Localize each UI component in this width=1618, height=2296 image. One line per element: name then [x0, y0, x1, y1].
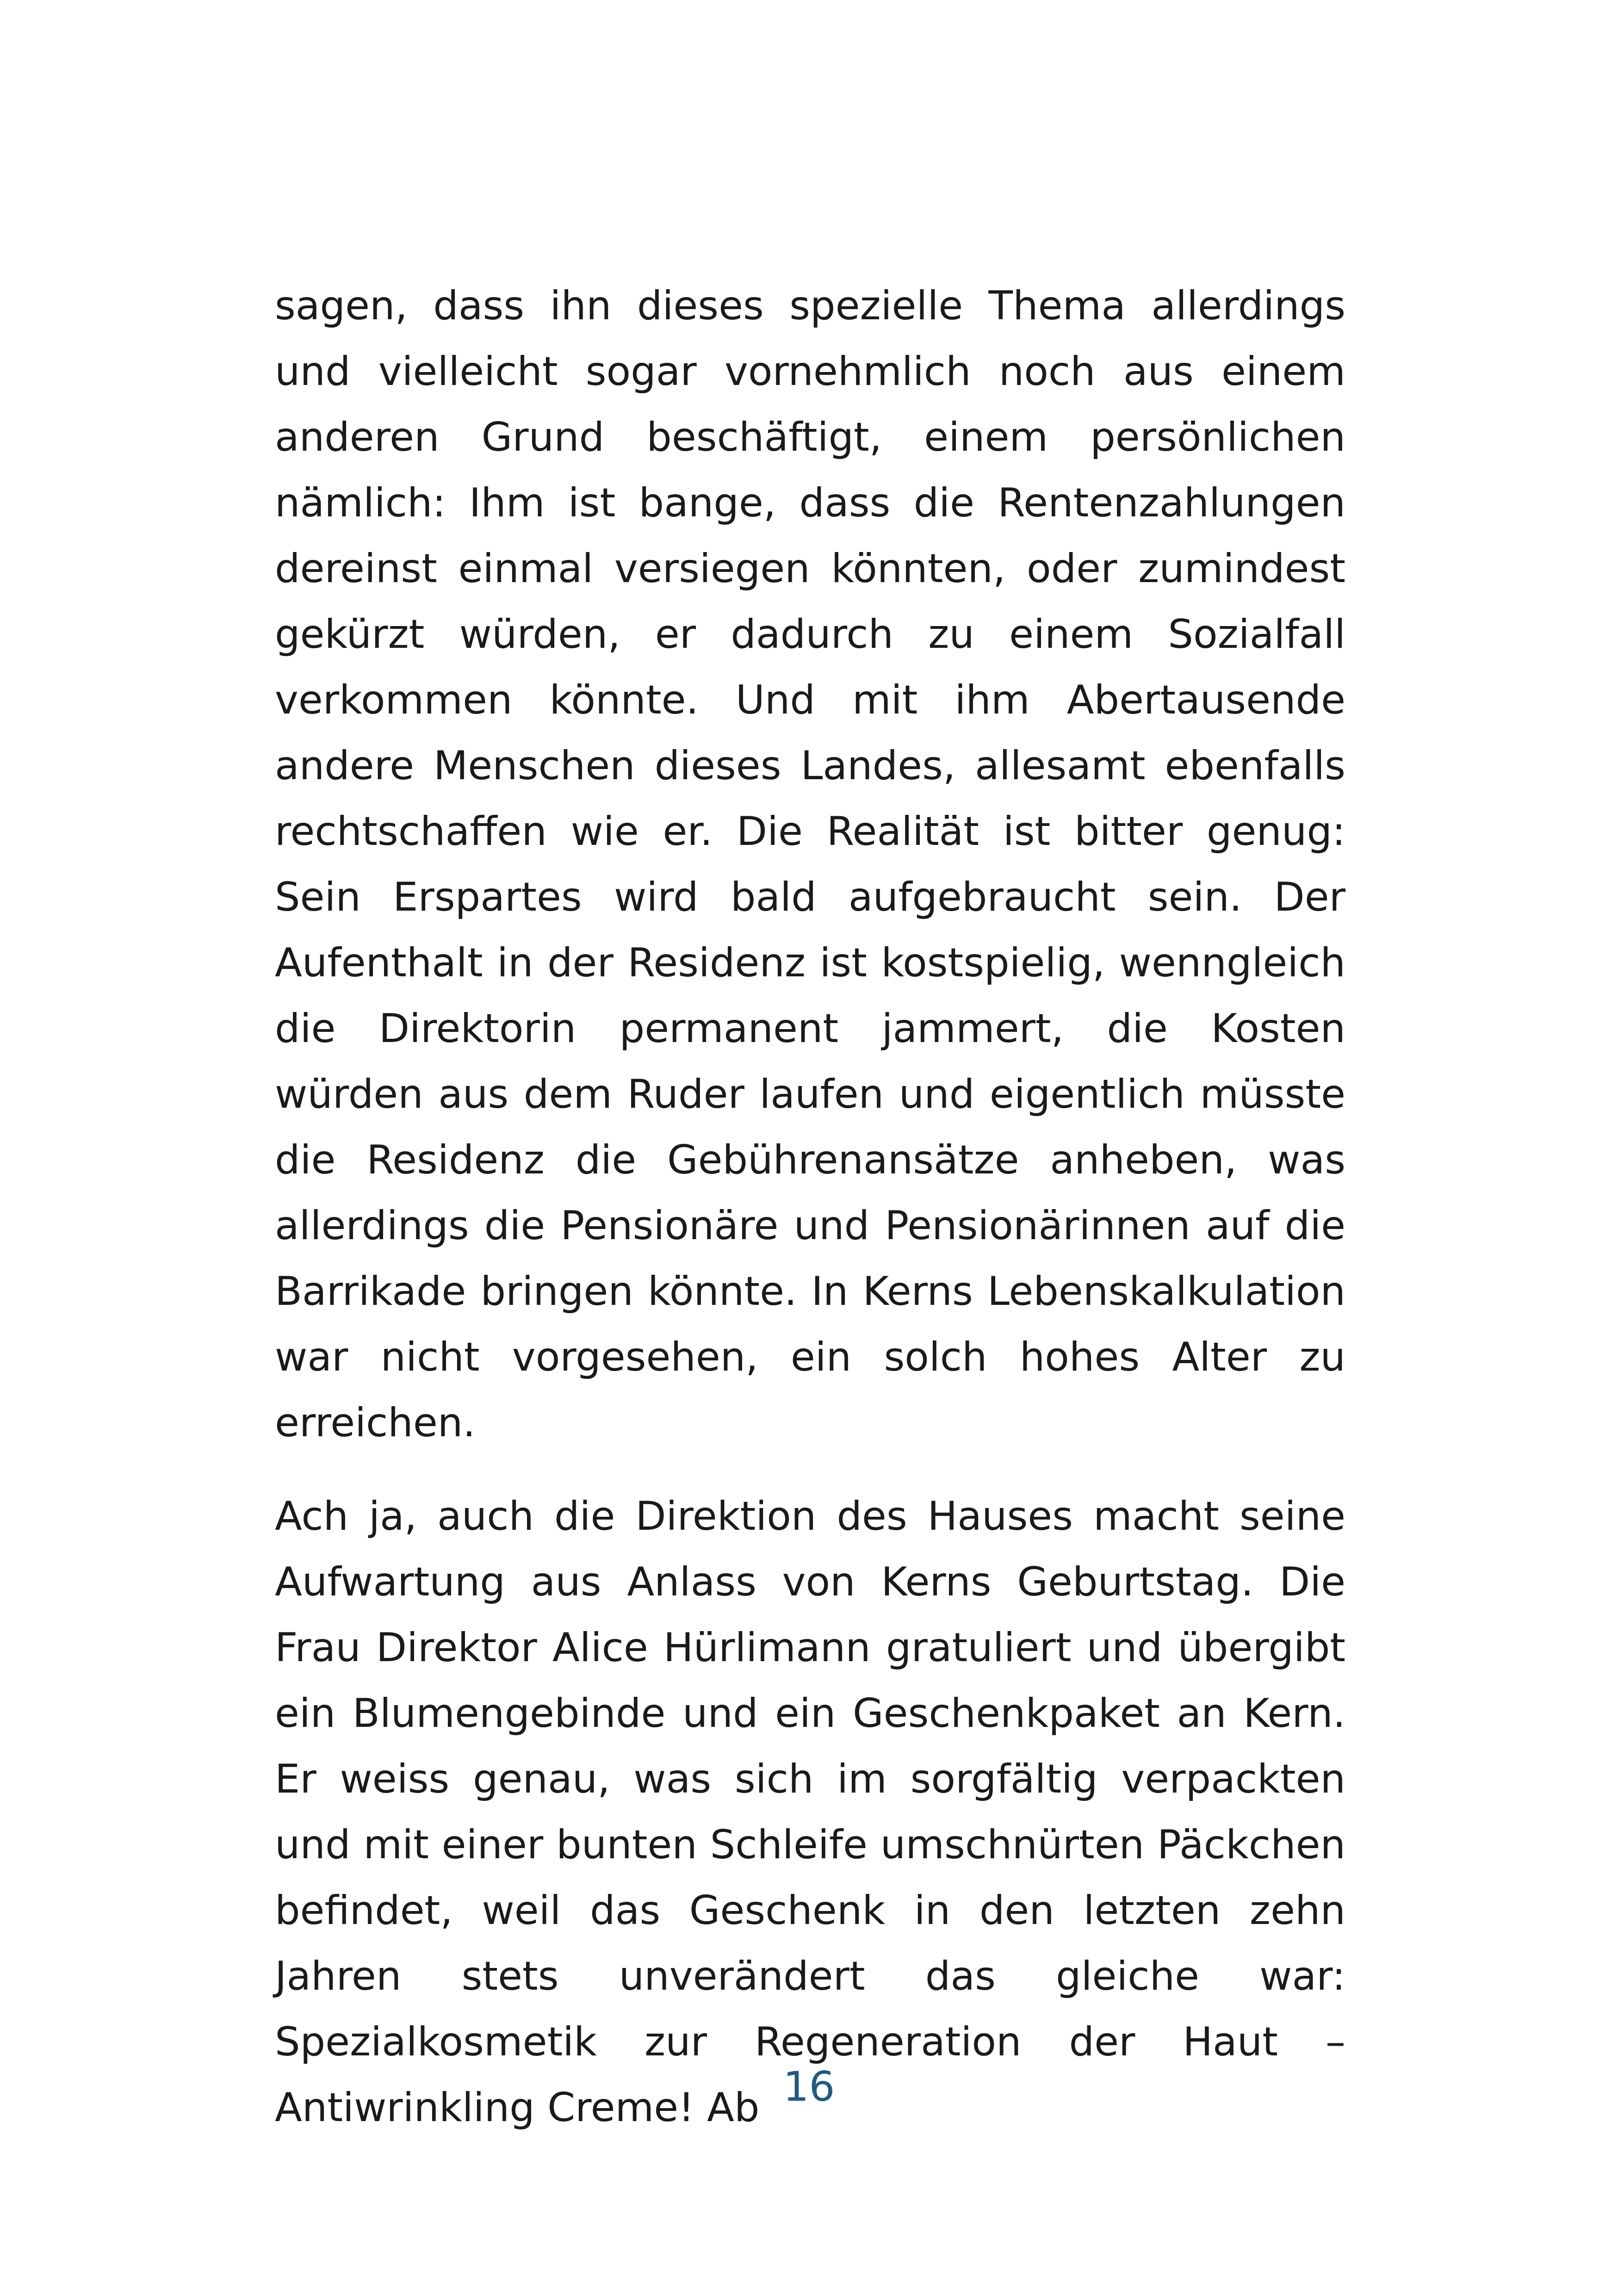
page-number: 16 [783, 2063, 835, 2110]
paragraph-2: Ach ja, auch die Direktion des Hauses macht seine Aufwartung aus Anlass von Kerns Geburtstag. Die Frau Direktor Alice Hürlimann gratuliert und übergibt ein Blumengebinde und ein Geschenkpaket an Kern. Er weiss genau, was sich im sorgfältig verpackten und mit einer bunten Schleife umschnürten Päckchen befindet, weil das Geschenk in den letzten zehn Jahren stets unverändert das gleiche war: Spezialkosmetik zur Regeneration der Haut – Antiwrinkling Creme! Ab [275, 1493, 1345, 2131]
paragraph-1: sagen, dass ihn dieses spezielle Thema allerdings und vielleicht sogar vornehmlich noch aus einem anderen Grund beschäftigt, einem persönlichen nämlich: Ihm ist bange, dass die Rentenzahlungen dereinst einmal versiegen könnten, oder zumindest gekürzt würden, er dadurch zu einem Sozialfall verkommen könnte. Und mit ihm Abertausende andere Menschen dieses Landes, allesamt ebenfalls rechtschaffen wie er. Die Realität ist bitter genug: Sein Erspartes wird bald aufgebraucht sein. Der Aufenthalt in der Residenz ist kostspielig, wenngleich die Direktorin permanent jammert, die Kosten würden aus dem Ruder laufen und eigentlich müsste die Residenz die Gebührenansätze anheben, was allerdings die Pensionäre und Pensionärinnen auf die Barrikade bringen könnte. In Kerns Lebenskalkulation war nicht vorgesehen, ein solch hohes Alter zu erreichen. [275, 283, 1345, 1446]
body-text [275, 273, 1345, 2141]
